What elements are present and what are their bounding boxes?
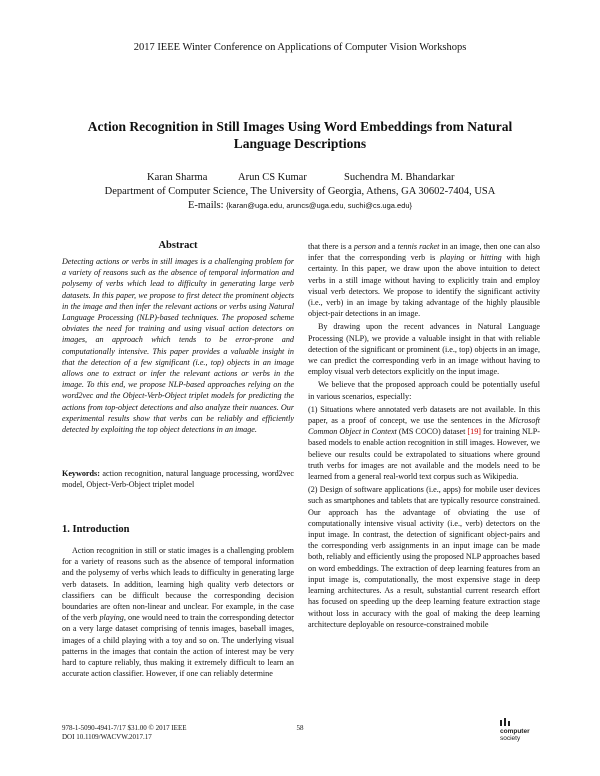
paragraph-nlp: By drawing upon the recent advances in Natural Language Processing (NLP), we provide a valuable insight in that with reliable detection of the significant or prominent (i.e., top) objects in an image, we can predict the corresponding verb in an image without having to employ visual verb detectors explicitly on the input image. bbox=[308, 322, 540, 377]
email-addresses: {karan@uga.edu, aruncs@uga.edu, suchi@cs.uga.edu} bbox=[226, 201, 413, 210]
title-line-1: Action Recognition in Still Images Using Word Embeddings from Natural bbox=[87, 119, 513, 134]
section-heading-introduction: 1. Introduction bbox=[62, 524, 130, 535]
paragraph-scenarios: We believe that the proposed approach could be potentially useful in various scenarios, especially: bbox=[308, 380, 540, 401]
right-column-text bbox=[308, 241, 540, 632]
keywords-label: Keywords: bbox=[62, 469, 100, 478]
introduction-paragraph: Action recognition in still or static images is a challenging problem for a variety of reasons such as the absence of temporal information and the polysemy of verbs which leads to difficulty in generating large verb datasets. In addition, learning high quality verb detectors or classifiers can be difficult because the corresponding decision boundaries are often non-linear and unclear. For example, in the case of the verb playing, one would need to train the corresponding detector on a very large dataset comprising of tennis images, baseball images, images of a child playing with a toy and so on. The underlying visual patterns in the images that contain the action of interest may be very hard to capture reliably, thus making it extremely difficult to learn an accurate action classifier. However, if one can reliably determine bbox=[62, 546, 294, 679]
paragraph-scenario-1: (1) Situations where annotated verb datasets are not available. In this paper, as a proof of concept, we use the sentences in the Microsoft Common Object in Context (MS COCO) dataset [19] for training NLP-based models to enable action recognition in still images. However, we believe our results could be extrapolated to situations where ground truth verbs for images are not available and the models need to be learned from a general real-world text corpus such as Wikipedia. bbox=[308, 404, 540, 482]
email-line bbox=[0, 200, 600, 211]
isbn-line: 978-1-5090-4941-7/17 $31.00 © 2017 IEEE bbox=[62, 724, 187, 732]
emails-label: E-mails: bbox=[187, 200, 224, 211]
author-2: Arun CS Kumar bbox=[238, 172, 307, 183]
citation-link[interactable]: [19] bbox=[467, 427, 481, 437]
computer-society-logo bbox=[500, 718, 542, 742]
abstract-text: Detecting actions or verbs in still images is a challenging problem for a variety of reasons such as the absence of temporal information and polysemy of verbs which lead to difficulty in generating large verb datasets. In this paper, we propose to first detect the prominent objects in the image and then infer the relevant actions or verbs using Natural Language Processing (NLP)-based techniques. The proposed scheme obviates the need for training and using visual action detectors on images, an approach which tends to be error-prone and computationally intensive. This paper provides a valuable insight in that the detection of a few significant (i.e., top) objects in an image allows one to extract or infer the relevant actions or verbs in the image. To this end, we propose NLP-based approaches relying on the word2vec and the Object-Verb-Object triplet models for predicting the actions from top-object detections and also analyze their nuances. Our experimental results show that verbs can be reliably and efficiently detected by exploiting the top object detections in an image. bbox=[62, 257, 294, 435]
paper-title bbox=[60, 118, 540, 152]
logo-mark-icon bbox=[500, 718, 512, 726]
title-line-2: Language Descriptions bbox=[233, 136, 367, 151]
author-3: Suchendra M. Bhandarkar bbox=[344, 172, 455, 183]
author-1: Karan Sharma bbox=[147, 172, 208, 183]
paragraph-intuition: that there is a person and a tennis racket in an image, then one can also infer that the corresponding verb is playing or hitting with high certainty. In this paper, we draw upon the above intuition to detect verbs in a still image without having to explicitly train and employ visual verb detectors. We propose to identify the significant activity (i.e., verb) in an image by taking advantage of the highly plausible object-pair detections in an image. bbox=[308, 242, 540, 319]
logo-line-1: computer bbox=[500, 728, 530, 735]
logo-line-2: society bbox=[500, 735, 521, 742]
paragraph-scenario-2: (2) Design of software applications (i.e., apps) for mobile user devices such as smartphones and tablets that are typically resource constrained. Our approach has the advantage of obviating the use of computationally intensive visual activity (i.e., verb) detectors on the input image. In contrast, the detection of significant object-pairs and the corresponding verb assignments in an input image can be made both, reliably and efficiently using the proposed NLP approaches based on word embeddings. The extraction of deep learning features from an input image is, computationally, the most expensive stage in deep learning architectures. As a result, substantial current research effort has focused on speeding up the deep learning feature extraction stage without loss in accuracy with the goal of making the deep learning architecture deployable on resource-constrained mobile bbox=[308, 485, 540, 629]
abstract-heading: Abstract bbox=[158, 240, 198, 251]
keywords-text: action recognition, natural language processing, word2vec model, Object-Verb-Object triplet model bbox=[62, 469, 295, 490]
affiliation: Department of Computer Science, The University of Georgia, Athens, GA 30602-7404, USA bbox=[104, 186, 496, 197]
conference-header: 2017 IEEE Winter Conference on Applications of Computer Vision Workshops bbox=[133, 42, 467, 53]
page-number: 58 bbox=[296, 724, 304, 732]
doi-line: DOI 10.1109/WACVW.2017.17 bbox=[62, 733, 152, 741]
keywords bbox=[62, 468, 294, 490]
